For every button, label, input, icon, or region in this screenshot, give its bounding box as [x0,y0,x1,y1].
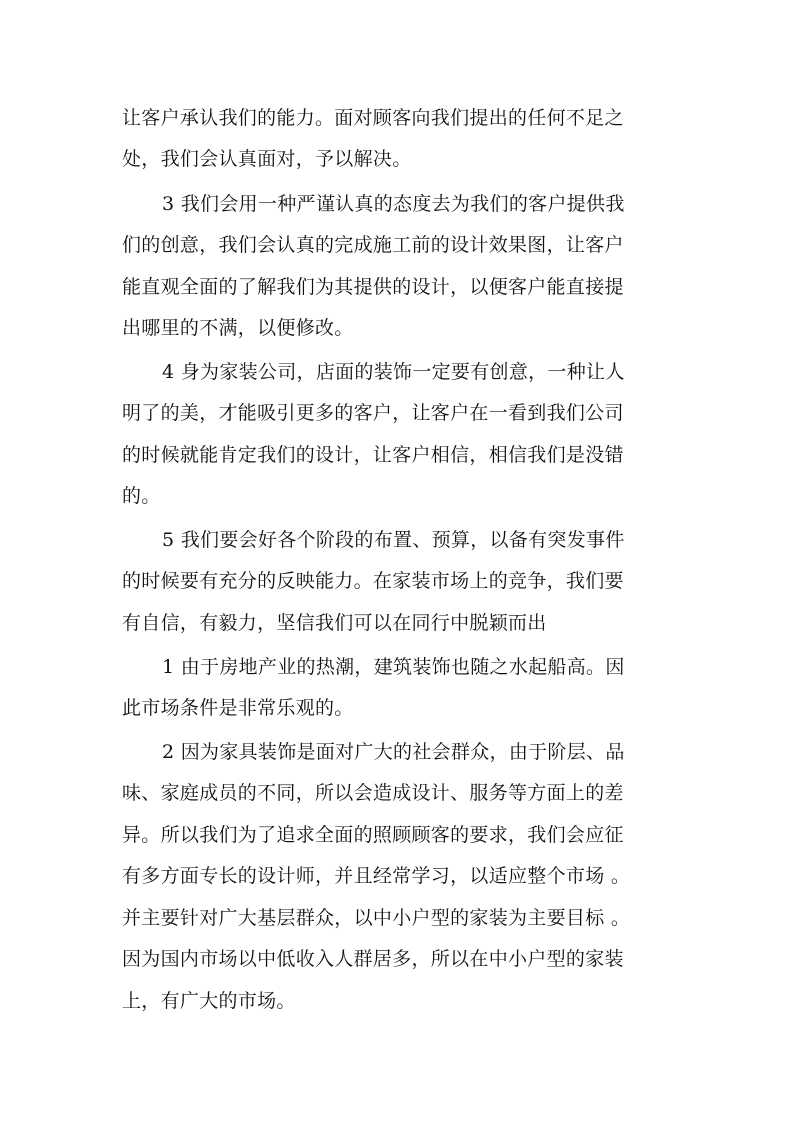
text-line: 上，有广大的市场。 [122,990,296,1012]
paragraph-3-line: 3 我们会用一种严谨认真的态度去为我们的客户提供我 [162,193,625,215]
paragraph-4-line: 4 身为家装公司，店面的装饰一定要有创意，一种让人 [162,361,625,383]
text-line: 有多方面专长的设计师，并且经常学习，以适应整个市场 。 [122,865,631,887]
text-line: 让客户承认我们的能力。面对顾客向我们提出的任何不足之 [122,107,624,129]
text-line: 的时候要有充分的反映能力。在家装市场上的竞争，我们要 [122,570,624,592]
text-line: 此市场条件是非常乐观的。 [122,697,354,719]
text-line: 并主要针对广大基层群众，以中小户型的家装为主要目标 。 [122,907,631,929]
text-line: 的。 [122,485,161,507]
text-line: 味、家庭成员的不同，所以会造成设计、服务等方面上的差 [122,782,624,804]
text-line: 的时候就能肯定我们的设计，让客户相信，相信我们是没错 [122,444,624,466]
text-line: 能直观全面的了解我们为其提供的设计，以便客户能直接提 [122,276,624,298]
text-line: 处，我们会认真面对，予以解决。 [122,148,412,170]
text-line: 们的创意，我们会认真的完成施工前的设计效果图，让客户 [122,234,624,256]
market-point-1-line: 1 由于房地产业的热潮，建筑装饰也随之水起船高。因 [162,656,625,678]
text-line: 有自信，有毅力，坚信我们可以在同行中脱颖而出 [122,612,547,634]
text-line: 明了的美，才能吸引更多的客户，让客户在一看到我们公司 [122,402,624,424]
text-line: 因为国内市场以中低收入人群居多，所以在中小户型的家装 [122,948,624,970]
text-line: 出哪里的不满，以便修改。 [122,317,354,339]
paragraph-5-line: 5 我们要会好各个阶段的布置、预算，以备有突发事件 [162,529,625,551]
text-line: 异。所以我们为了追求全面的照顾顾客的要求，我们会应征 [122,824,624,846]
market-point-2-line: 2 因为家具装饰是面对广大的社会群众，由于阶层、品 [162,741,625,763]
